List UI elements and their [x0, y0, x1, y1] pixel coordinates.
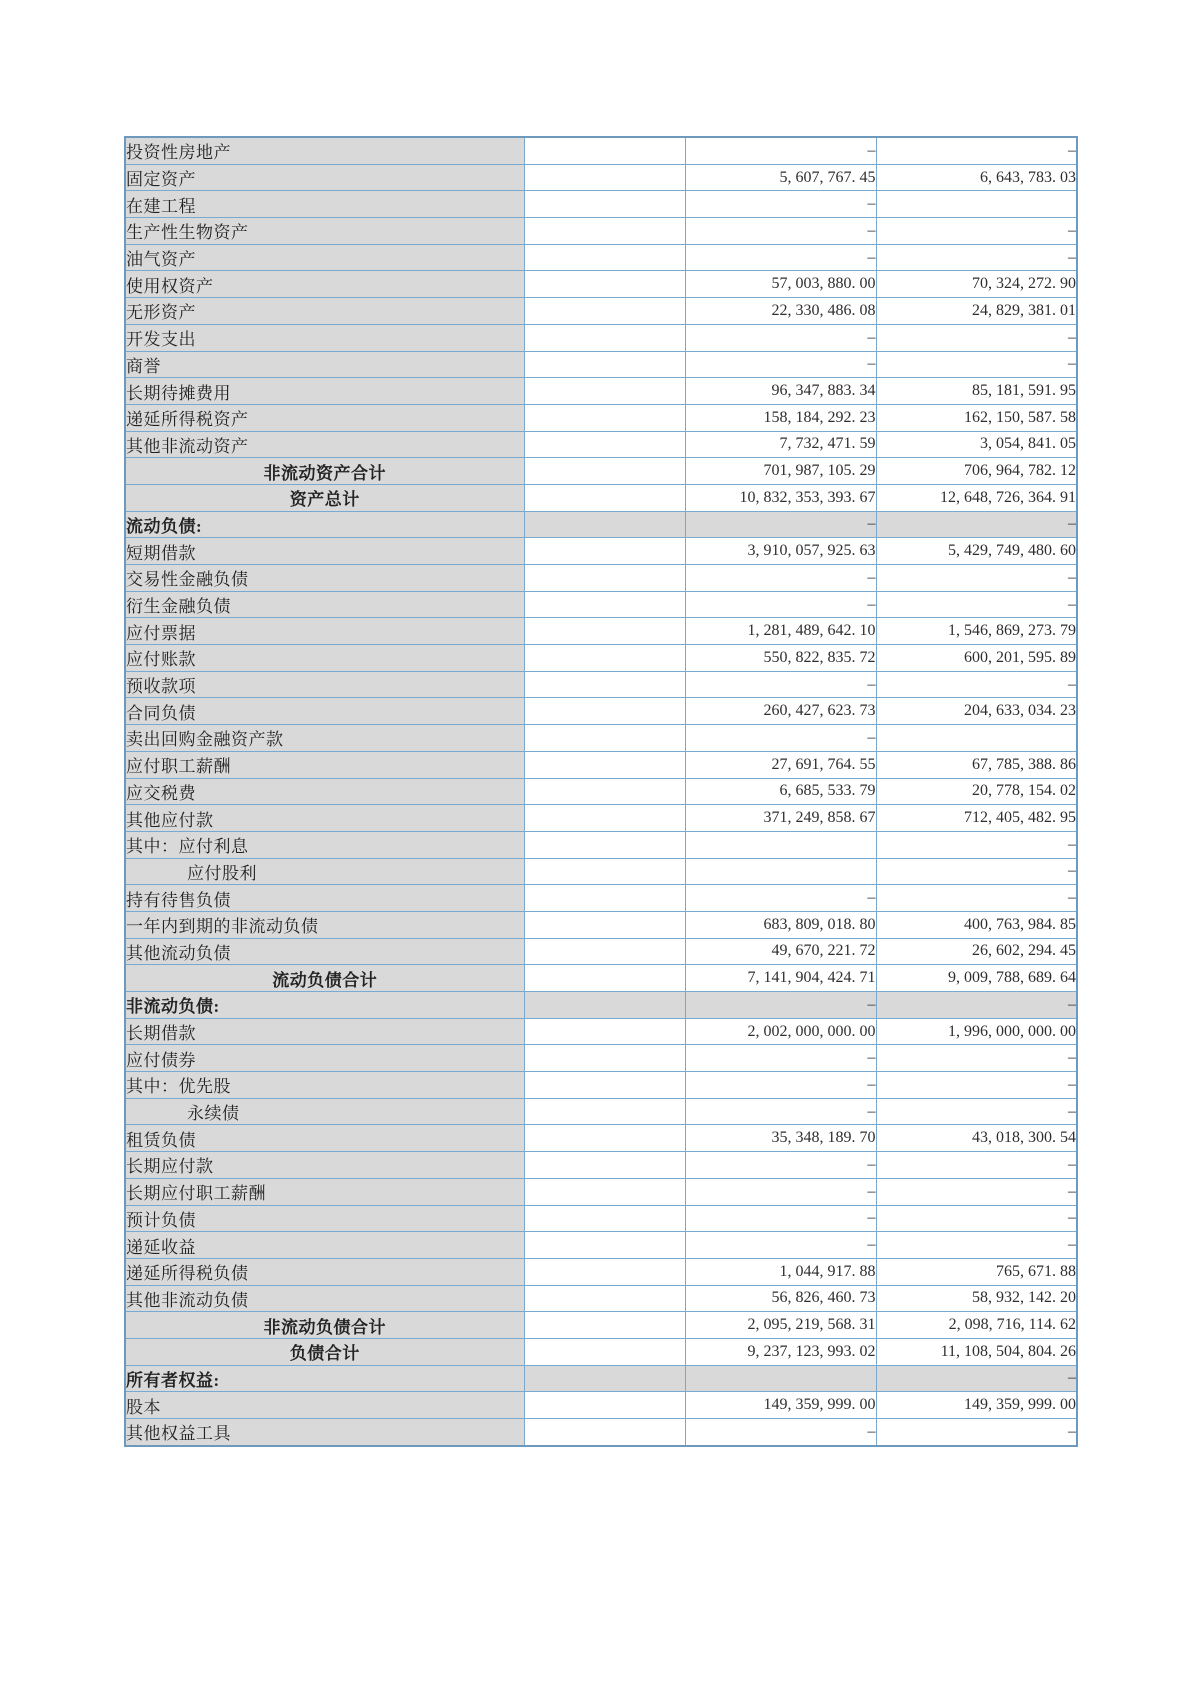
item-label: 应付账款	[126, 650, 196, 670]
current-amount-cell: 149, 359, 999. 00	[685, 1392, 876, 1419]
table-row	[125, 538, 1077, 565]
note-cell	[524, 938, 685, 965]
item-label: 预计负债	[126, 1210, 196, 1230]
table-row	[125, 858, 1077, 885]
prior-amount-cell: 12, 648, 726, 364. 91	[876, 484, 1077, 511]
note-cell	[524, 1098, 685, 1125]
note-cell	[524, 351, 685, 378]
item-label: 股本	[126, 1397, 161, 1417]
prior-amount-cell: 600, 201, 595. 89	[876, 645, 1077, 672]
current-amount-cell: 3, 910, 057, 925. 63	[685, 538, 876, 565]
table-row	[125, 1338, 1077, 1365]
prior-amount-cell: –	[876, 1419, 1077, 1446]
current-amount-cell: –	[685, 511, 876, 538]
item-cell	[125, 645, 524, 672]
note-cell	[524, 645, 685, 672]
current-amount-cell: –	[685, 137, 876, 164]
note-cell	[524, 511, 685, 538]
note-cell	[524, 244, 685, 271]
table-row	[125, 431, 1077, 458]
note-cell	[524, 1152, 685, 1179]
item-label: 永续债	[187, 1104, 240, 1124]
item-label: 流动负债合计	[272, 970, 378, 990]
note-cell	[524, 191, 685, 218]
prior-amount-cell: 149, 359, 999. 00	[876, 1392, 1077, 1419]
current-amount-cell: –	[685, 351, 876, 378]
item-cell	[125, 1285, 524, 1312]
item-label: 应付股利	[187, 863, 257, 883]
current-amount-cell: 49, 670, 221. 72	[685, 938, 876, 965]
note-cell	[524, 1178, 685, 1205]
note-cell	[524, 298, 685, 325]
item-cell	[125, 751, 524, 778]
prior-amount-cell: –	[876, 1098, 1077, 1125]
prior-amount-cell: –	[876, 1365, 1077, 1392]
item-label: 长期借款	[126, 1024, 196, 1044]
item-cell	[125, 1125, 524, 1152]
item-label: 非流动资产合计	[263, 463, 386, 483]
item-label: 其他应付款	[126, 810, 214, 830]
item-cell	[125, 1098, 524, 1125]
item-cell	[125, 1045, 524, 1072]
prior-amount-cell: –	[876, 244, 1077, 271]
item-label: 负债合计	[289, 1344, 360, 1364]
note-cell	[524, 618, 685, 645]
current-amount-cell: –	[685, 1205, 876, 1232]
prior-amount-cell: 162, 150, 587. 58	[876, 404, 1077, 431]
current-amount-cell: 1, 044, 917. 88	[685, 1258, 876, 1285]
current-amount-cell: 1, 281, 489, 642. 10	[685, 618, 876, 645]
item-label: 应付债券	[126, 1050, 196, 1070]
prior-amount-cell: –	[876, 671, 1077, 698]
current-amount-cell: –	[685, 565, 876, 592]
prior-amount-cell: –	[876, 831, 1077, 858]
item-cell	[125, 431, 524, 458]
prior-amount-cell: –	[876, 351, 1077, 378]
item-cell	[125, 965, 524, 992]
table-row	[125, 271, 1077, 298]
table-row	[125, 404, 1077, 431]
current-amount-cell: 371, 249, 858. 67	[685, 805, 876, 832]
current-amount-cell: 701, 987, 105. 29	[685, 458, 876, 485]
note-cell	[524, 1258, 685, 1285]
current-amount-cell: 6, 685, 533. 79	[685, 778, 876, 805]
current-amount-cell: 27, 691, 764. 55	[685, 751, 876, 778]
table-row	[125, 1205, 1077, 1232]
item-cell	[125, 484, 524, 511]
prior-amount-cell: –	[876, 511, 1077, 538]
note-cell	[524, 1045, 685, 1072]
note-cell	[524, 484, 685, 511]
table-row	[125, 1045, 1077, 1072]
table-row	[125, 1125, 1077, 1152]
table-row	[125, 164, 1077, 191]
item-label: 开发支出	[126, 330, 196, 350]
item-label: 无形资产	[126, 303, 196, 323]
item-label: 其中：优先股	[126, 1077, 231, 1097]
current-amount-cell: –	[685, 591, 876, 618]
note-cell	[524, 671, 685, 698]
item-label: 其他非流动资产	[126, 436, 249, 456]
item-cell	[125, 404, 524, 431]
item-cell	[125, 831, 524, 858]
item-label: 生产性生物资产	[126, 223, 249, 243]
item-cell	[125, 618, 524, 645]
item-cell	[125, 137, 524, 164]
prior-amount-cell: –	[876, 1045, 1077, 1072]
item-cell	[125, 778, 524, 805]
prior-amount-cell: –	[876, 885, 1077, 912]
item-label: 长期应付款	[126, 1157, 214, 1177]
table-row	[125, 1072, 1077, 1099]
item-cell	[125, 324, 524, 351]
item-cell	[125, 538, 524, 565]
current-amount-cell: –	[685, 1178, 876, 1205]
item-cell	[125, 858, 524, 885]
prior-amount-cell: 2, 098, 716, 114. 62	[876, 1312, 1077, 1339]
table-row	[125, 831, 1077, 858]
prior-amount-cell: 24, 829, 381. 01	[876, 298, 1077, 325]
current-amount-cell: –	[685, 1232, 876, 1259]
prior-amount-cell	[876, 725, 1077, 752]
prior-amount-cell: 204, 633, 034. 23	[876, 698, 1077, 725]
item-label: 租赁负债	[126, 1130, 196, 1150]
item-cell	[125, 1312, 524, 1339]
table-row	[125, 565, 1077, 592]
prior-amount-cell: 43, 018, 300. 54	[876, 1125, 1077, 1152]
note-cell	[524, 1285, 685, 1312]
item-label: 其他权益工具	[126, 1424, 231, 1444]
note-cell	[524, 1365, 685, 1392]
current-amount-cell: 7, 732, 471. 59	[685, 431, 876, 458]
item-label: 其他流动负债	[126, 943, 231, 963]
item-cell	[125, 911, 524, 938]
balance-sheet-page	[124, 136, 1078, 1447]
item-label: 一年内到期的非流动负债	[126, 917, 319, 937]
note-cell	[524, 324, 685, 351]
note-cell	[524, 698, 685, 725]
current-amount-cell: 158, 184, 292. 23	[685, 404, 876, 431]
prior-amount-cell: 3, 054, 841. 05	[876, 431, 1077, 458]
item-cell	[125, 271, 524, 298]
note-cell	[524, 725, 685, 752]
note-cell	[524, 992, 685, 1019]
table-row	[125, 218, 1077, 245]
current-amount-cell: 2, 095, 219, 568. 31	[685, 1312, 876, 1339]
table-row	[125, 484, 1077, 511]
item-cell	[125, 164, 524, 191]
table-row	[125, 618, 1077, 645]
table-row	[125, 1285, 1077, 1312]
item-label: 商誉	[126, 356, 161, 376]
item-label: 卖出回购金融资产款	[126, 730, 284, 750]
note-cell	[524, 1338, 685, 1365]
note-cell	[524, 751, 685, 778]
item-label: 预收款项	[126, 677, 196, 697]
current-amount-cell: –	[685, 992, 876, 1019]
item-cell	[125, 1178, 524, 1205]
current-amount-cell: –	[685, 1045, 876, 1072]
prior-amount-cell: 5, 429, 749, 480. 60	[876, 538, 1077, 565]
table-row	[125, 911, 1077, 938]
prior-amount-cell: 765, 671. 88	[876, 1258, 1077, 1285]
item-cell	[125, 1152, 524, 1179]
item-label: 非流动负债合计	[263, 1317, 386, 1337]
item-cell	[125, 725, 524, 752]
note-cell	[524, 1125, 685, 1152]
table-row	[125, 751, 1077, 778]
table-row	[125, 591, 1077, 618]
prior-amount-cell: 1, 996, 000, 000. 00	[876, 1018, 1077, 1045]
note-cell	[524, 1205, 685, 1232]
current-amount-cell	[685, 831, 876, 858]
item-label: 非流动负债:	[126, 997, 220, 1017]
current-amount-cell: 56, 826, 460. 73	[685, 1285, 876, 1312]
current-amount-cell: 2, 002, 000, 000. 00	[685, 1018, 876, 1045]
current-amount-cell: –	[685, 218, 876, 245]
note-cell	[524, 911, 685, 938]
item-label: 衍生金融负债	[126, 597, 231, 617]
item-cell	[125, 191, 524, 218]
note-cell	[524, 218, 685, 245]
table-row	[125, 191, 1077, 218]
item-cell	[125, 218, 524, 245]
note-cell	[524, 1072, 685, 1099]
current-amount-cell	[685, 1365, 876, 1392]
table-row	[125, 938, 1077, 965]
table-body	[125, 137, 1077, 1446]
item-label: 应付职工薪酬	[126, 757, 231, 777]
table-row	[125, 1098, 1077, 1125]
prior-amount-cell: –	[876, 1072, 1077, 1099]
table-row	[125, 725, 1077, 752]
prior-amount-cell: –	[876, 858, 1077, 885]
prior-amount-cell: 67, 785, 388. 86	[876, 751, 1077, 778]
item-cell	[125, 1072, 524, 1099]
item-label: 其中：应付利息	[126, 837, 249, 857]
table-row	[125, 1392, 1077, 1419]
item-label: 长期应付职工薪酬	[126, 1184, 266, 1204]
table-row	[125, 1232, 1077, 1259]
note-cell	[524, 164, 685, 191]
item-cell	[125, 698, 524, 725]
table-row	[125, 698, 1077, 725]
prior-amount-cell: –	[876, 565, 1077, 592]
table-row	[125, 1258, 1077, 1285]
table-row	[125, 244, 1077, 271]
note-cell	[524, 137, 685, 164]
item-label: 交易性金融负债	[126, 570, 249, 590]
table-row	[125, 885, 1077, 912]
item-label: 使用权资产	[126, 276, 214, 296]
prior-amount-cell: 400, 763, 984. 85	[876, 911, 1077, 938]
table-row	[125, 805, 1077, 832]
note-cell	[524, 831, 685, 858]
table-row	[125, 511, 1077, 538]
prior-amount-cell	[876, 191, 1077, 218]
prior-amount-cell: –	[876, 1178, 1077, 1205]
item-cell	[125, 1419, 524, 1446]
table-row	[125, 965, 1077, 992]
prior-amount-cell: 706, 964, 782. 12	[876, 458, 1077, 485]
table-row	[125, 645, 1077, 672]
item-label: 在建工程	[126, 196, 196, 216]
item-cell	[125, 565, 524, 592]
item-label: 应交税费	[126, 783, 196, 803]
table-row	[125, 1419, 1077, 1446]
current-amount-cell: –	[685, 1419, 876, 1446]
note-cell	[524, 565, 685, 592]
prior-amount-cell: 70, 324, 272. 90	[876, 271, 1077, 298]
item-label: 投资性房地产	[126, 143, 231, 163]
table-row	[125, 378, 1077, 405]
item-label: 固定资产	[126, 170, 196, 190]
item-cell	[125, 1365, 524, 1392]
note-cell	[524, 1018, 685, 1045]
item-cell	[125, 244, 524, 271]
current-amount-cell: –	[685, 244, 876, 271]
balance-sheet-table	[124, 136, 1078, 1447]
table-row	[125, 351, 1077, 378]
current-amount-cell: –	[685, 324, 876, 351]
table-row	[125, 1312, 1077, 1339]
item-label: 合同负债	[126, 703, 196, 723]
current-amount-cell: –	[685, 725, 876, 752]
item-label: 油气资产	[126, 250, 196, 270]
item-cell	[125, 378, 524, 405]
current-amount-cell: 96, 347, 883. 34	[685, 378, 876, 405]
table-row	[125, 1152, 1077, 1179]
note-cell	[524, 1392, 685, 1419]
prior-amount-cell: 20, 778, 154. 02	[876, 778, 1077, 805]
note-cell	[524, 805, 685, 832]
prior-amount-cell: 712, 405, 482. 95	[876, 805, 1077, 832]
note-cell	[524, 271, 685, 298]
note-cell	[524, 458, 685, 485]
item-cell	[125, 805, 524, 832]
item-cell	[125, 458, 524, 485]
table-row	[125, 1365, 1077, 1392]
table-row	[125, 1178, 1077, 1205]
current-amount-cell: 9, 237, 123, 993. 02	[685, 1338, 876, 1365]
note-cell	[524, 1232, 685, 1259]
item-cell	[125, 591, 524, 618]
current-amount-cell: –	[685, 191, 876, 218]
item-cell	[125, 1258, 524, 1285]
item-cell	[125, 1392, 524, 1419]
current-amount-cell: 5, 607, 767. 45	[685, 164, 876, 191]
note-cell	[524, 591, 685, 618]
item-cell	[125, 511, 524, 538]
prior-amount-cell: –	[876, 591, 1077, 618]
item-label: 递延所得税负债	[126, 1264, 249, 1284]
current-amount-cell: –	[685, 885, 876, 912]
prior-amount-cell: 85, 181, 591. 95	[876, 378, 1077, 405]
item-cell	[125, 992, 524, 1019]
current-amount-cell	[685, 858, 876, 885]
current-amount-cell: 57, 003, 880. 00	[685, 271, 876, 298]
prior-amount-cell: 6, 643, 783. 03	[876, 164, 1077, 191]
prior-amount-cell: 58, 932, 142. 20	[876, 1285, 1077, 1312]
current-amount-cell: 7, 141, 904, 424. 71	[685, 965, 876, 992]
item-cell	[125, 885, 524, 912]
table-row	[125, 1018, 1077, 1045]
prior-amount-cell: –	[876, 1152, 1077, 1179]
item-label: 短期借款	[126, 543, 196, 563]
prior-amount-cell: –	[876, 1232, 1077, 1259]
note-cell	[524, 1312, 685, 1339]
item-cell	[125, 351, 524, 378]
table-row	[125, 458, 1077, 485]
item-cell	[125, 1338, 524, 1365]
current-amount-cell: 550, 822, 835. 72	[685, 645, 876, 672]
prior-amount-cell: –	[876, 324, 1077, 351]
table-row	[125, 778, 1077, 805]
current-amount-cell: 260, 427, 623. 73	[685, 698, 876, 725]
note-cell	[524, 858, 685, 885]
item-cell	[125, 938, 524, 965]
prior-amount-cell: –	[876, 992, 1077, 1019]
current-amount-cell: 10, 832, 353, 393. 67	[685, 484, 876, 511]
current-amount-cell: 35, 348, 189. 70	[685, 1125, 876, 1152]
current-amount-cell: 683, 809, 018. 80	[685, 911, 876, 938]
note-cell	[524, 885, 685, 912]
current-amount-cell: –	[685, 1152, 876, 1179]
prior-amount-cell: –	[876, 1205, 1077, 1232]
prior-amount-cell: 11, 108, 504, 804. 26	[876, 1338, 1077, 1365]
prior-amount-cell: 1, 546, 869, 273. 79	[876, 618, 1077, 645]
note-cell	[524, 1419, 685, 1446]
current-amount-cell: –	[685, 1098, 876, 1125]
note-cell	[524, 538, 685, 565]
prior-amount-cell: –	[876, 218, 1077, 245]
item-label: 递延收益	[126, 1237, 196, 1257]
item-label: 流动负债:	[126, 516, 203, 536]
item-label: 其他非流动负债	[126, 1290, 249, 1310]
prior-amount-cell: 26, 602, 294. 45	[876, 938, 1077, 965]
note-cell	[524, 778, 685, 805]
current-amount-cell: –	[685, 671, 876, 698]
item-cell	[125, 1232, 524, 1259]
item-label: 应付票据	[126, 623, 196, 643]
note-cell	[524, 378, 685, 405]
item-label: 所有者权益:	[126, 1370, 220, 1390]
note-cell	[524, 404, 685, 431]
current-amount-cell: 22, 330, 486. 08	[685, 298, 876, 325]
prior-amount-cell: –	[876, 137, 1077, 164]
current-amount-cell: –	[685, 1072, 876, 1099]
table-row	[125, 324, 1077, 351]
table-row	[125, 671, 1077, 698]
item-cell	[125, 1205, 524, 1232]
note-cell	[524, 965, 685, 992]
item-label: 持有待售负债	[126, 890, 231, 910]
item-cell	[125, 1018, 524, 1045]
item-cell	[125, 671, 524, 698]
table-row	[125, 137, 1077, 164]
item-label: 递延所得税资产	[126, 410, 249, 430]
item-cell	[125, 298, 524, 325]
table-row	[125, 992, 1077, 1019]
item-label: 资产总计	[289, 490, 360, 510]
item-label: 长期待摊费用	[126, 383, 231, 403]
table-row	[125, 298, 1077, 325]
prior-amount-cell: 9, 009, 788, 689. 64	[876, 965, 1077, 992]
note-cell	[524, 431, 685, 458]
